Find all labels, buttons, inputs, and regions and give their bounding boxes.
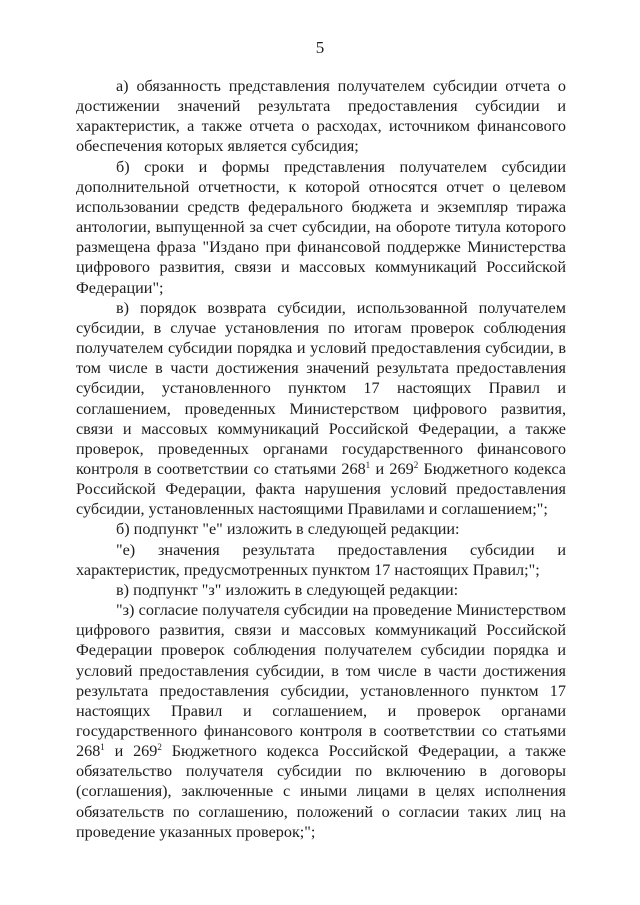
paragraph-text-segment: Бюджетного кодекса Российской Федерации, факта нарушения условий предоставления субсидии, установленных настоящими Правилами и соглашением;"; (76, 459, 566, 519)
paragraph-text-segment: в) порядок возврата субсидии, использованной получателем субсидии, в случае установления по итогам проверок соблюдения получателем субсидии порядка и условий предоставления субсидии, в том числе в части достижения значений результата предоставления субсидии, установленного пунктом 17 настоящих Правил и соглашением, проведенных Министерством цифрового развития, связи и массовых коммуникаций Российской Федерации, а также проверок, проведенных органами государственного финансового контроля в соответствии со статьями 268 (76, 298, 566, 478)
superscript-index: 2 (157, 742, 162, 753)
paragraph-a-reporting-obligation: а) обязанность представления получателем субсидии отчета о достижении значений результата предоставления субсидии и характеристик, а также отчета о расходах, источником финансового обеспечения которых является субсидия; (76, 77, 566, 156)
superscript-index: 1 (365, 459, 371, 470)
paragraph-text-segment: и 269 (370, 459, 414, 478)
paragraph-v-subsidy-return-procedure (76, 298, 566, 520)
paragraph-text-segment: и 269 (104, 742, 158, 761)
paragraph-b-additional-reporting: б) сроки и формы представления получателем субсидии дополнительной отчетности, к которой относятся отчет о целевом использовании средств федерального бюджета и экземпляр тиража антологии, выпущенной за счет субсидии, на обороте титула которого размещена фраза "Издано при финансовой поддержке Министерства цифрового развития, связи и массовых коммуникаций Российской Федерации"; (76, 157, 566, 297)
paragraph-text-segment: Бюджетного кодекса Российской Федерации, а также обязательство получателя субсидии по включению в договоры (соглашения), заключенные с иными лицами в целях исполнения обязательств по соглашению, положений о согласии таких лиц на проведение указанных проверок;"; (76, 742, 566, 841)
paragraph-e-result-values: "е) значения результата предоставления субсидии и характеристик, предусмотренных пунктом 17 настоящих Правил;"; (76, 540, 566, 579)
amendment-instruction-subpoint-e: б) подпункт "е" изложить в следующей редакции: (116, 520, 460, 539)
paragraph-z-consent-to-inspections (76, 600, 566, 842)
document-body (76, 76, 566, 842)
paragraph-text-segment: "з) согласие получателя субсидии на проведение Министерством цифрового развития, связи и массовых коммуникаций Российской Федерации проверок соблюдения получателем субсидии порядка и условий предоставления субсидии, в том числе в части достижения результата предоставления субсидии, установленного пунктом 17 настоящих Правил и соглашением, и проверок органами государственного финансового контроля в соответствии со статьями 268 (76, 601, 566, 761)
superscript-index: 1 (100, 742, 105, 753)
superscript-index: 2 (413, 459, 419, 470)
page-number: 5 (315, 38, 325, 57)
amendment-instruction-subpoint-z: в) подпункт "з" изложить в следующей редакции: (116, 580, 459, 599)
